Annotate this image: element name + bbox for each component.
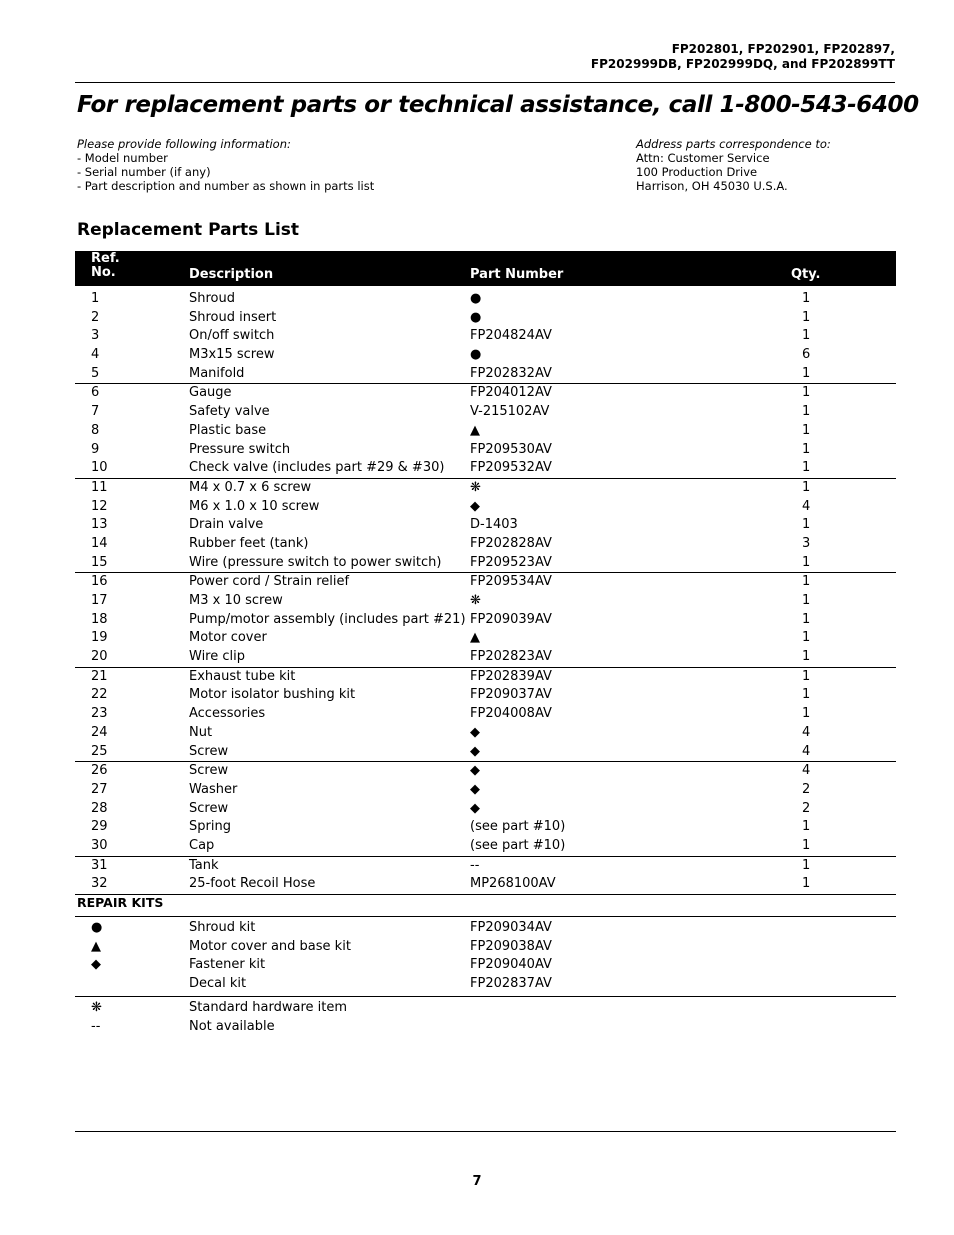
ref-number: 3 <box>91 328 100 344</box>
table-row <box>75 611 896 630</box>
ref-number: 26 <box>91 763 108 779</box>
part-description: Drain valve <box>189 517 264 533</box>
parts-group <box>75 479 896 573</box>
ref-number: 7 <box>91 404 100 420</box>
ref-number: 9 <box>91 441 100 457</box>
kit-description: Decal kit <box>189 976 247 992</box>
part-number: FP209534AV <box>470 574 552 590</box>
repair-kit-row <box>75 919 896 938</box>
part-qty: 1 <box>802 309 811 325</box>
table-row <box>75 403 896 422</box>
part-qty: 2 <box>802 800 811 816</box>
part-qty: 1 <box>802 574 811 590</box>
part-description: 25-foot Recoil Hose <box>189 876 316 892</box>
part-description: Pressure switch <box>189 441 291 457</box>
part-description: Wire clip <box>189 649 245 665</box>
parts-group <box>75 384 896 478</box>
repair-kit-row <box>75 956 896 975</box>
part-number: FP209523AV <box>470 554 552 570</box>
ref-number: 14 <box>91 535 108 551</box>
table-row <box>75 800 896 819</box>
ref-number: 23 <box>91 706 108 722</box>
ref-number: 30 <box>91 837 108 853</box>
ref-number: 1 <box>91 291 100 306</box>
table-row <box>75 686 896 705</box>
part-description: Plastic base <box>189 422 267 438</box>
address-line: Harrison, OH 45030 U.S.A. <box>636 179 788 193</box>
part-qty: 1 <box>802 365 811 381</box>
part-number: ◆ <box>470 781 480 797</box>
ref-number: 15 <box>91 554 108 570</box>
kit-description: Motor cover and base kit <box>189 938 351 954</box>
ref-number: 16 <box>91 574 108 590</box>
table-row <box>75 648 896 667</box>
part-number: ◆ <box>470 763 480 779</box>
part-description: M4 x 0.7 x 6 screw <box>189 479 312 495</box>
table-row <box>75 535 896 554</box>
part-description: Shroud insert <box>189 309 277 325</box>
kit-part-number: FP209038AV <box>470 938 552 954</box>
table-row <box>75 554 896 573</box>
legend-text: Not available <box>189 1018 275 1034</box>
part-number: ◆ <box>470 498 480 514</box>
part-description: Rubber feet (tank) <box>189 535 309 551</box>
part-description: Gauge <box>189 385 232 401</box>
part-qty: 3 <box>802 535 811 551</box>
part-number: FP202832AV <box>470 365 552 381</box>
address-heading: Address parts correspondence to: <box>636 137 831 151</box>
part-qty: 1 <box>802 630 811 646</box>
page-title: For replacement parts or technical assistance, call 1-800-543-6400 <box>77 92 919 118</box>
address-line: 100 Production Drive <box>636 165 758 179</box>
ref-number: 6 <box>91 385 100 401</box>
kit-part-number: FP202837AV <box>470 976 552 992</box>
kit-part-number: FP209040AV <box>470 957 552 973</box>
part-description: Pump/motor assembly (includes part #21) <box>189 611 466 627</box>
table-row <box>75 441 896 460</box>
legend-row <box>75 1018 896 1037</box>
part-description: Screw <box>189 763 229 779</box>
parts-table-header <box>75 251 896 286</box>
part-number: FP209039AV <box>470 611 552 627</box>
ref-number: 5 <box>91 365 100 381</box>
part-qty: 1 <box>802 554 811 570</box>
ref-number: 31 <box>91 857 108 873</box>
ref-number: 19 <box>91 630 108 646</box>
parts-group <box>75 668 896 762</box>
legend-symbol: ❋ <box>91 1000 102 1015</box>
symbol-legend <box>75 999 896 1036</box>
parts-group <box>75 290 896 384</box>
table-row <box>75 705 896 724</box>
ref-number: 12 <box>91 498 108 514</box>
part-description: Check valve (includes part #29 & #30) <box>189 460 445 476</box>
part-qty: 1 <box>802 441 811 457</box>
part-qty: 1 <box>802 291 811 306</box>
part-number: (see part #10) <box>470 819 566 835</box>
ref-number: 21 <box>91 668 108 684</box>
part-description: M6 x 1.0 x 10 screw <box>189 498 320 514</box>
part-number: ❋ <box>470 593 481 608</box>
section-title: Replacement Parts List <box>77 220 300 240</box>
part-qty: 1 <box>802 593 811 608</box>
part-description: Tank <box>189 857 219 873</box>
table-row <box>75 422 896 441</box>
header-rule <box>75 82 895 83</box>
part-qty: 1 <box>802 422 811 438</box>
part-description: Screw <box>189 800 229 816</box>
table-row <box>75 498 896 517</box>
part-qty: 4 <box>802 743 811 759</box>
part-description: Spring <box>189 819 231 835</box>
part-qty: 1 <box>802 876 811 892</box>
table-row <box>75 857 896 876</box>
part-qty: 1 <box>802 649 811 665</box>
ref-number: 8 <box>91 422 100 438</box>
ref-number: 17 <box>91 593 108 608</box>
part-description: M3x15 screw <box>189 347 275 363</box>
part-number: ● <box>470 309 482 325</box>
kit-symbol: ▲ <box>91 938 101 954</box>
part-qty: 1 <box>802 385 811 401</box>
part-number: ◆ <box>470 800 480 816</box>
part-number: ◆ <box>470 724 480 740</box>
parts-group <box>75 857 896 895</box>
table-row <box>75 818 896 837</box>
part-number: FP209037AV <box>470 687 552 703</box>
kit-description: Fastener kit <box>189 957 266 973</box>
part-number: FP204008AV <box>470 706 552 722</box>
part-number: FP202828AV <box>470 535 552 551</box>
part-description: Washer <box>189 781 238 797</box>
ref-number: 2 <box>91 309 100 325</box>
table-row <box>75 365 896 384</box>
part-qty: 1 <box>802 611 811 627</box>
model-numbers-line1: FP202801, FP202901, FP202897, <box>671 42 895 56</box>
ref-number: 4 <box>91 347 100 363</box>
kit-description: Shroud kit <box>189 920 256 935</box>
repair-kits-heading: REPAIR KITS <box>77 895 164 910</box>
part-number: (see part #10) <box>470 837 566 853</box>
repair-kits-rule <box>75 916 896 917</box>
part-number: ❋ <box>470 479 481 495</box>
table-row <box>75 309 896 328</box>
part-number: FP204012AV <box>470 385 552 401</box>
part-number: ▲ <box>470 422 480 438</box>
table-row <box>75 346 896 365</box>
part-description: Wire (pressure switch to power switch) <box>189 554 442 570</box>
table-row <box>75 384 896 403</box>
ref-number: 24 <box>91 724 108 740</box>
parts-group <box>75 762 896 856</box>
info-request-line: - Serial number (if any) <box>77 165 211 179</box>
part-qty: 1 <box>802 819 811 835</box>
ref-number: 28 <box>91 800 108 816</box>
part-qty: 4 <box>802 724 811 740</box>
table-row <box>75 516 896 535</box>
part-qty: 1 <box>802 668 811 684</box>
part-description: M3 x 10 screw <box>189 593 283 608</box>
kit-part-number: FP209034AV <box>470 920 552 935</box>
column-header-ref <box>91 252 120 280</box>
table-row <box>75 629 896 648</box>
part-description: Motor cover <box>189 630 267 646</box>
part-number: ● <box>470 291 482 306</box>
ref-number: 25 <box>91 743 108 759</box>
footer-rule <box>75 1131 896 1132</box>
legend-symbol: -- <box>91 1018 101 1034</box>
repair-kits-end-rule <box>75 996 896 997</box>
ref-number: 20 <box>91 649 108 665</box>
model-numbers-line2: FP202999DB, FP202999DQ, and FP202899TT <box>590 57 895 71</box>
ref-number: 32 <box>91 876 108 892</box>
part-description: Manifold <box>189 365 245 381</box>
part-number: FP202839AV <box>470 668 552 684</box>
part-description: On/off switch <box>189 328 275 344</box>
repair-kits-list <box>75 919 896 994</box>
ref-number: 11 <box>91 479 108 495</box>
part-number: FP202823AV <box>470 649 552 665</box>
column-header-description: Description <box>189 267 274 282</box>
table-row <box>75 781 896 800</box>
info-request-heading: Please provide following information: <box>77 137 291 151</box>
part-number: FP209530AV <box>470 441 552 457</box>
table-row <box>75 668 896 687</box>
table-row <box>75 743 896 762</box>
table-row <box>75 875 896 894</box>
part-number: MP268100AV <box>470 876 556 892</box>
repair-kit-row <box>75 938 896 957</box>
part-qty: 1 <box>802 479 811 495</box>
table-row <box>75 479 896 498</box>
part-description: Safety valve <box>189 404 270 420</box>
part-qty: 1 <box>802 517 811 533</box>
page-number: 7 <box>472 1174 482 1189</box>
part-description: Exhaust tube kit <box>189 668 296 684</box>
column-header-ref-line1: Ref. <box>91 251 120 266</box>
column-header-part-number: Part Number <box>470 267 564 282</box>
ref-number: 22 <box>91 687 108 703</box>
table-row <box>75 837 896 856</box>
ref-number: 10 <box>91 460 108 476</box>
part-qty: 1 <box>802 687 811 703</box>
part-description: Motor isolator bushing kit <box>189 687 356 703</box>
part-description: Shroud <box>189 291 235 306</box>
part-number: D-1403 <box>470 517 518 533</box>
table-row <box>75 290 896 309</box>
legend-text: Standard hardware item <box>189 1000 348 1015</box>
part-description: Nut <box>189 724 213 740</box>
part-number: V-215102AV <box>470 404 550 420</box>
part-qty: 2 <box>802 781 811 797</box>
part-number: ◆ <box>470 743 480 759</box>
part-qty: 1 <box>802 404 811 420</box>
table-row <box>75 327 896 346</box>
part-number: FP209532AV <box>470 460 552 476</box>
part-number: ▲ <box>470 630 480 646</box>
ref-number: 27 <box>91 781 108 797</box>
model-numbers <box>591 42 895 72</box>
kit-symbol: ● <box>91 920 103 935</box>
table-row <box>75 573 896 592</box>
info-request-line: - Model number <box>77 151 168 165</box>
part-number: ● <box>470 347 482 363</box>
part-number: -- <box>470 857 480 873</box>
part-description: Cap <box>189 837 215 853</box>
part-number: FP204824AV <box>470 328 552 344</box>
part-description: Power cord / Strain relief <box>189 574 350 590</box>
ref-number: 18 <box>91 611 108 627</box>
table-row <box>75 762 896 781</box>
part-qty: 6 <box>802 347 811 363</box>
parts-table-body <box>75 290 896 895</box>
kit-symbol: ◆ <box>91 957 101 973</box>
table-row <box>75 724 896 743</box>
part-qty: 1 <box>802 706 811 722</box>
table-row <box>75 592 896 611</box>
info-request-block <box>77 137 374 193</box>
part-description: Screw <box>189 743 229 759</box>
column-header-ref-line2: No. <box>91 265 116 280</box>
column-header-qty: Qty. <box>791 267 821 282</box>
part-qty: 1 <box>802 328 811 344</box>
table-row <box>75 459 896 478</box>
repair-kit-row <box>75 975 896 994</box>
address-block <box>636 137 831 193</box>
part-description: Accessories <box>189 706 266 722</box>
address-line: Attn: Customer Service <box>636 151 770 165</box>
info-request-line: - Part description and number as shown in parts list <box>77 179 375 193</box>
part-qty: 4 <box>802 763 811 779</box>
part-qty: 1 <box>802 837 811 853</box>
ref-number: 13 <box>91 517 108 533</box>
part-qty: 1 <box>802 857 811 873</box>
legend-row <box>75 999 896 1018</box>
part-qty: 1 <box>802 460 811 476</box>
part-qty: 4 <box>802 498 811 514</box>
ref-number: 29 <box>91 819 108 835</box>
parts-group <box>75 573 896 667</box>
